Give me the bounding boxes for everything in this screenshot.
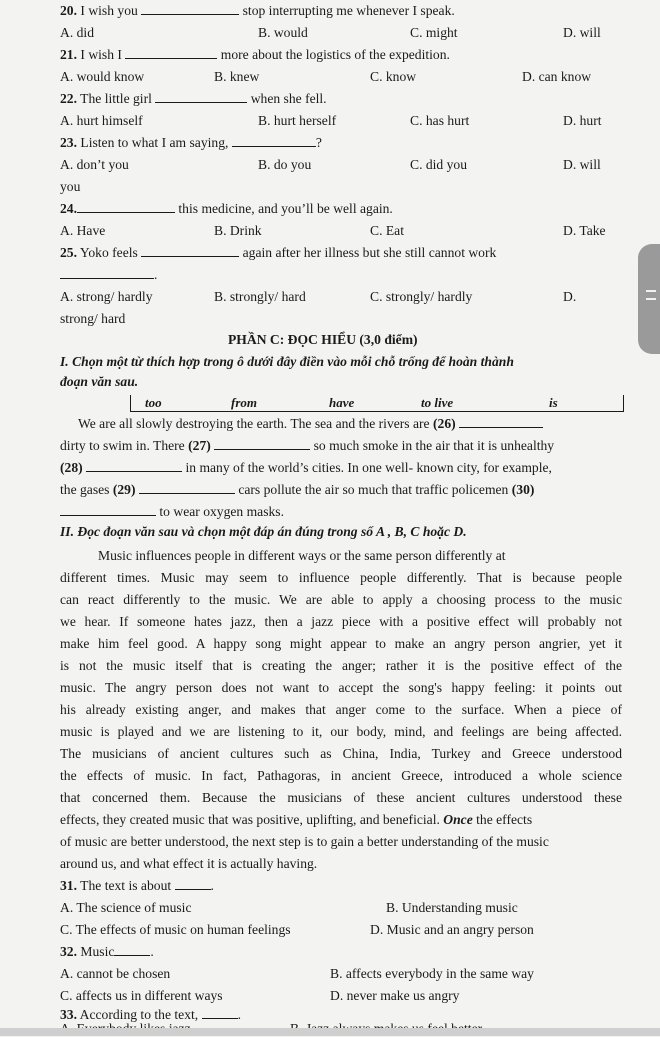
passage-line: make him feel good. A happy song might appear to make an angry person angrier, yet it: [60, 636, 622, 651]
option-c[interactable]: C. affects us in different ways: [60, 988, 223, 1003]
option-d[interactable]: D. hurt: [563, 113, 602, 128]
option-a[interactable]: A. Have: [60, 223, 106, 238]
cloze-line-5: to wear oxygen masks.: [60, 503, 284, 520]
passage-line: effects, they created music that was positive, uplifting, and beneficial. Once the effects: [60, 812, 533, 827]
word-option: is: [549, 395, 558, 410]
option-a[interactable]: A. did: [60, 25, 94, 40]
blank-28[interactable]: [86, 459, 182, 472]
option-a[interactable]: A. The science of music: [60, 900, 192, 915]
option-a[interactable]: A. strong/ hardly: [60, 289, 153, 304]
passage-line: The musicians of ancient cultures such as China, India, Turkey and Greece understood: [60, 746, 622, 761]
passage-line: different times. Music may seem to influence people differently. That is because people: [60, 570, 622, 585]
option-d[interactable]: D.: [563, 289, 577, 304]
answer-blank[interactable]: [60, 266, 154, 279]
blank-30[interactable]: [60, 503, 156, 516]
passage-line: music is played and we are listening to it, our body, mind, and feelings are being affected.: [60, 724, 622, 739]
cloze-line-3: (28) in many of the world’s cities. In one well- known city, for example,: [60, 460, 552, 475]
option-c[interactable]: C. Eat: [370, 223, 404, 238]
option-b[interactable]: B. strongly/ hard: [214, 289, 306, 304]
option-c[interactable]: C. did you: [410, 157, 468, 172]
part-1-instruction: I. Chọn một từ thích hợp trong ô dưới đây điền vào mỗi chỗ trống để hoàn thành: [60, 354, 514, 369]
q20-number: 20.: [60, 3, 77, 18]
passage-line: we hear. If someone hates jazz, then a jazz piece with a positive effect will probably not: [60, 614, 622, 629]
cloze-line-2: dirty to swim in. There (27) so much smoke in the air that it is unhealthy: [60, 438, 555, 453]
option-d[interactable]: D. will: [563, 157, 601, 172]
option-a[interactable]: A. hurt himself: [60, 113, 143, 128]
option-d-continued: strong/ hard: [60, 311, 126, 326]
q20-stem: 20. I wish you stop interrupting me whenever I speak.: [60, 3, 455, 18]
option-d-continued: you: [60, 179, 81, 194]
option-a[interactable]: A. cannot be chosen: [60, 966, 171, 981]
option-d[interactable]: D. will: [563, 25, 601, 40]
option-b[interactable]: B. would: [258, 25, 308, 40]
word-option: too: [145, 395, 162, 410]
word-option: have: [329, 395, 355, 410]
answer-blank[interactable]: [141, 244, 239, 257]
option-c[interactable]: C. The effects of music on human feelings: [60, 922, 291, 937]
passage-line: can react differently to the music. We are able to apply a choosing process to the music: [60, 592, 622, 607]
q22-stem: 22. The little girl when she fell.: [60, 91, 327, 106]
answer-blank[interactable]: [141, 2, 239, 15]
passage-line: his already existing anger, and makes that anger come to the surface. When a piece of: [60, 702, 622, 717]
passage-line: around us, and what effect it is actually having.: [60, 856, 318, 871]
answer-blank[interactable]: [175, 877, 211, 890]
scrollbar-handle[interactable]: [638, 244, 660, 354]
option-a[interactable]: A. would know: [60, 69, 145, 84]
option-d[interactable]: D. never make us angry: [330, 988, 460, 1003]
q25-stem-continued: .: [60, 266, 157, 283]
word-option: from: [231, 395, 257, 410]
word-option: to live: [421, 395, 454, 410]
option-b[interactable]: B. hurt herself: [258, 113, 337, 128]
passage-line: is not the music itself that is creating the anger; rather it is the positive effect of the: [60, 658, 622, 673]
passage-line: the effects of music. In fact, Pathagoras, in ancient Greece, introduced a whole science: [60, 768, 622, 783]
q24-stem: 24. this medicine, and you’ll be well again.: [60, 201, 393, 216]
option-b[interactable]: B. do you: [258, 157, 312, 172]
option-b[interactable]: B. Drink: [214, 223, 262, 238]
option-b[interactable]: B. Understanding music: [386, 900, 518, 915]
cloze-line-4: the gases (29) cars pollute the air so much that traffic policemen (30): [60, 482, 535, 497]
passage-line: music. The angry person does not want to accept the song's happy feeling: it points out: [60, 680, 622, 695]
grip-line-icon: [646, 290, 656, 292]
q21-stem: 21. I wish I more about the logistics of the expedition.: [60, 47, 450, 62]
q25-stem: 25. Yoko feels again after her illness but she still cannot work: [60, 245, 497, 260]
cloze-line-1: We are all slowly destroying the earth. The sea and the rivers are (26): [78, 415, 543, 432]
part-1-instruction-cont: đoạn văn sau.: [60, 374, 139, 389]
part-2-instruction: II. Đọc đoạn văn sau và chọn một đáp án đúng trong số A , B, C hoặc D.: [60, 524, 467, 539]
answer-blank[interactable]: [77, 200, 175, 213]
answer-blank[interactable]: [232, 134, 316, 147]
answer-blank[interactable]: [202, 1006, 238, 1019]
q33-stem: 33. According to the text, .: [60, 1007, 242, 1022]
option-b[interactable]: B. knew: [214, 69, 260, 84]
word-box: [130, 395, 624, 412]
option-c[interactable]: C. know: [370, 69, 417, 84]
option-c[interactable]: C. strongly/ hardly: [370, 289, 473, 304]
blank-27[interactable]: [214, 437, 310, 450]
option-d[interactable]: D. can know: [522, 69, 592, 84]
answer-blank[interactable]: [114, 943, 150, 956]
q32-stem: 32. Music .: [60, 944, 154, 959]
blank-26[interactable]: [459, 415, 543, 428]
option-a[interactable]: A. don’t you: [60, 157, 129, 172]
option-c[interactable]: C. might: [410, 25, 458, 40]
option-b[interactable]: B. affects everybody in the same way: [330, 966, 534, 981]
passage-line: that concerned them. Because the musicians of these ancient cultures understood these: [60, 790, 622, 805]
section-heading: PHẦN C: ĐỌC HIỂU (3,0 điểm): [228, 332, 418, 347]
option-d[interactable]: D. Music and an angry person: [370, 922, 534, 937]
answer-blank[interactable]: [155, 90, 247, 103]
option-d[interactable]: D. Take: [563, 223, 606, 238]
option-c[interactable]: C. has hurt: [410, 113, 470, 128]
q31-stem: 31. The text is about .: [60, 878, 214, 893]
passage-line: Music influences people in different ways or the same person differently at: [98, 548, 506, 563]
answer-blank[interactable]: [125, 46, 217, 59]
blank-29[interactable]: [139, 481, 235, 494]
passage-line: of music are better understood, the next step is to gain a better understanding of the music: [60, 834, 549, 849]
q23-stem: 23. Listen to what I am saying, ?: [60, 135, 322, 150]
grip-line-icon: [646, 298, 656, 300]
bottom-bar: [0, 1028, 660, 1036]
